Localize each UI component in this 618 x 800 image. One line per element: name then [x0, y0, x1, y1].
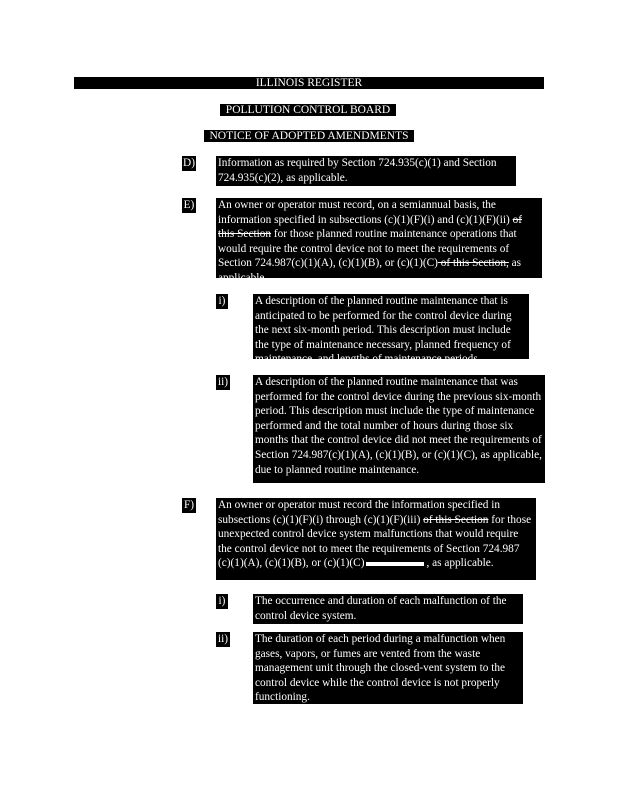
register-header: ILLINOIS REGISTER [74, 77, 544, 89]
item-e-i-label: i) [216, 294, 228, 309]
item-f-label: F) [183, 499, 195, 511]
item-e-text-after: as applicable. [218, 257, 522, 284]
item-f-text-before: An owner or operator must record the information specified in subsections (c)(1)(F)(i) through (c)(1)(F)(iii) [218, 499, 501, 526]
notice-header: NOTICE OF ADOPTED AMENDMENTS [204, 130, 414, 142]
item-f-ii-label: ii) [217, 633, 229, 645]
item-f-struck-1: of this Section [423, 513, 489, 526]
item-e-ii-label: ii) [217, 376, 229, 388]
item-f-text-after: , as applicable. [426, 557, 494, 570]
item-e-text-before: An owner or operator must record, on a semiannual basis, the information specified in subsections (c)(1)(F)(i) and (c)(1)(F)(ii) [218, 199, 513, 226]
board-header: POLLUTION CONTROL BOARD [220, 104, 396, 116]
item-e-text [216, 198, 542, 284]
item-f-ii-text: The duration of each period during a malfunction when gases, vapors, or fumes are vented from the waste management unit through the closed-vent system to the control device while the control device is not properly functioning. [253, 632, 523, 704]
item-e-struck-1: of this Section [218, 213, 522, 241]
item-f-text [216, 498, 536, 580]
item-f-i-text: The occurrence and duration of each malfunction of the control device system. [253, 594, 523, 624]
item-e-ii-text: A description of the planned routine maintenance that was performed for the control device during the previous six-month period. This description must include the type of maintenance performed and the total number of hours during those six months that the control device did not meet the requirements of Section 724.987(c)(1)(A), (c)(1)(B), or (c)(1)(C), as applicable, due to planned routine maintenance. [253, 375, 545, 483]
item-d-text: Information as required by Section 724.935(c)(1) and Section 724.935(c)(2), as applicable. [216, 156, 516, 186]
item-e-struck-2: of this Section, [437, 257, 509, 270]
item-d-label: D) [183, 157, 195, 169]
redaction-mark [366, 562, 424, 566]
item-e-i-text: A description of the planned routine maintenance that is anticipated to be performed for the control device during the next six-month period. This description must include the type of maintenance necessary, planned frequency of maintenance, and lengths of maintenance periods. [253, 294, 529, 359]
item-e-text-middle: for those planned routine maintenance operations that would require the control device not to meet the requirements of Section 724.987(c)(1)(A), (c)(1)(B), or (c)(1)(C) [218, 228, 517, 270]
item-f-i-label: i) [216, 594, 228, 609]
item-e-label: E) [183, 199, 195, 211]
item-f-text-middle: for those unexpected control device system malfunctions that would require the control device not to meet the requirements of Section 724.987 (c)(1)(A), (c)(1)(B), or (c)(1)(C) [218, 513, 532, 570]
